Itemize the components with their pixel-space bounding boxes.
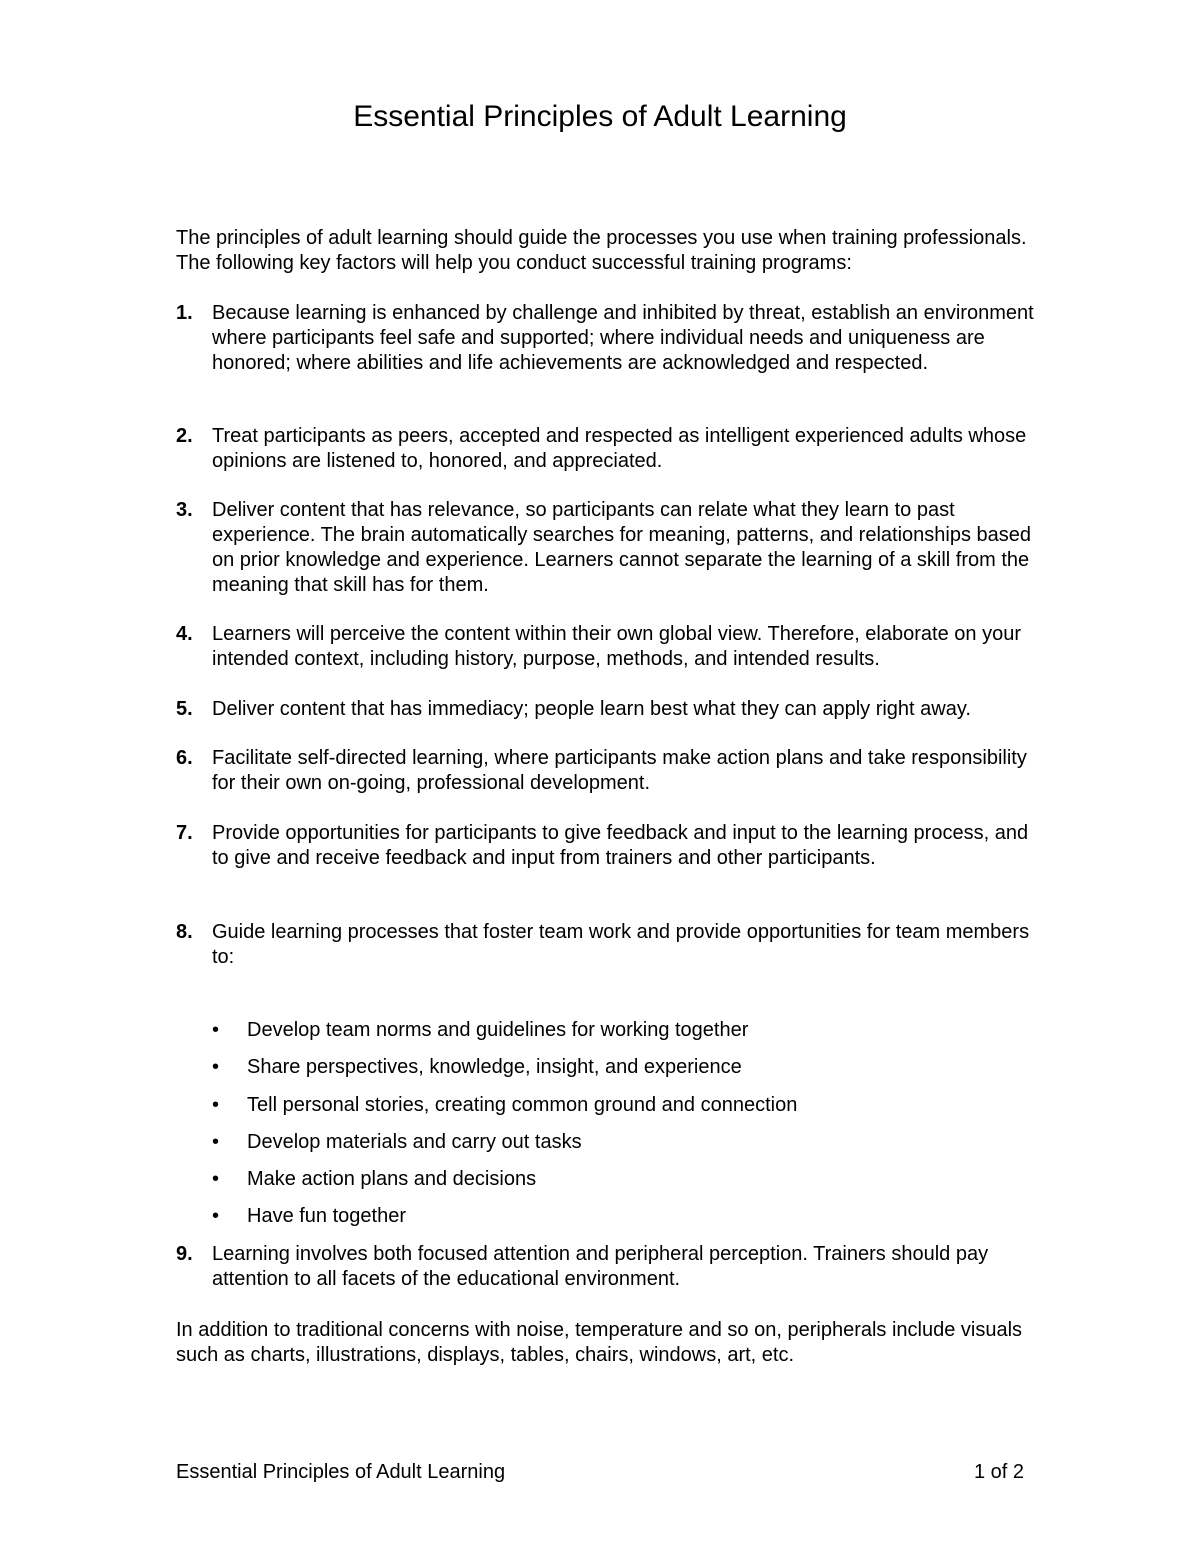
bullet-text: Share perspectives, knowledge, insight, and experience xyxy=(247,1056,742,1078)
team-bullet-item xyxy=(212,1167,1032,1192)
team-bullet-item xyxy=(212,1130,1032,1155)
page-number: 1 of 2 xyxy=(973,1461,1024,1483)
footer-title: Essential Principles of Adult Learning xyxy=(176,1461,506,1483)
bullet-icon: • xyxy=(212,1205,220,1227)
bullet-icon: • xyxy=(212,1168,220,1190)
principle-item-2 xyxy=(176,424,1036,474)
bullet-text: Develop materials and carry out tasks xyxy=(247,1131,582,1153)
item-text: Deliver content that has relevance, so participants can relate what they learn to past experience. The brain automatically searches for meaning, patterns, and relationships based on prior knowledge and experience. Learners cannot separate the learning of a skill from the meaning that skill has for them. xyxy=(212,499,1031,596)
closing-paragraph: In addition to traditional concerns with noise, temperature and so on, peripherals include visuals such as charts, illustrations, displays, tables, chairs, windows, art, etc. xyxy=(176,1319,1023,1366)
team-bullet-item xyxy=(212,1055,1032,1080)
principle-item-3 xyxy=(176,498,1036,598)
item-number: 7. xyxy=(176,822,193,844)
item-number: 6. xyxy=(176,747,193,769)
item-text: Facilitate self-directed learning, where participants make action plans and take responsibility for their own on-going, professional development. xyxy=(212,747,1027,794)
bullet-icon: • xyxy=(212,1019,220,1041)
item-text: Provide opportunities for participants to give feedback and input to the learning process, and to give and receive feedback and input from trainers and other participants. xyxy=(212,822,1029,869)
item-text: Learners will perceive the content within their own global view. Therefore, elaborate on your intended context, including history, purpose, methods, and intended results. xyxy=(212,623,1021,670)
item-number: 1. xyxy=(176,302,193,324)
team-bullet-item xyxy=(212,1018,1032,1043)
bullet-text: Have fun together xyxy=(247,1205,406,1227)
bullet-icon: • xyxy=(212,1094,220,1116)
principle-item-6 xyxy=(176,746,1036,796)
item-text: Treat participants as peers, accepted and respected as intelligent experienced adults whose opinions are listened to, honored, and appreciated. xyxy=(212,425,1027,472)
principle-item-7 xyxy=(176,821,1036,871)
principle-item-8 xyxy=(176,920,1036,970)
item-number: 8. xyxy=(176,921,193,943)
item-number: 2. xyxy=(176,425,193,447)
document-title: Essential Principles of Adult Learning xyxy=(353,100,847,133)
item-number: 9. xyxy=(176,1243,193,1265)
item-number: 3. xyxy=(176,499,193,521)
item-number: 4. xyxy=(176,623,193,645)
item-text: Guide learning processes that foster team work and provide opportunities for team members to: xyxy=(212,921,1030,968)
bullet-icon: • xyxy=(212,1131,220,1153)
item-text: Because learning is enhanced by challenge and inhibited by threat, establish an environment where participants feel safe and supported; where individual needs and uniqueness are honored; where abilities and life achievements are acknowledged and respected. xyxy=(212,302,1034,374)
bullet-text: Develop team norms and guidelines for working together xyxy=(247,1019,749,1041)
principle-item-9 xyxy=(176,1242,1036,1292)
principle-item-5 xyxy=(176,697,1036,722)
principle-item-4 xyxy=(176,622,1036,672)
team-bullet-item xyxy=(212,1204,1032,1229)
item-text: Learning involves both focused attention and peripheral perception. Trainers should pay attention to all facets of the educational environment. xyxy=(212,1243,989,1290)
team-bullet-item xyxy=(212,1093,1032,1118)
bullet-icon: • xyxy=(212,1056,220,1078)
bullet-text: Make action plans and decisions xyxy=(247,1168,537,1190)
item-text: Deliver content that has immediacy; people learn best what they can apply right away. xyxy=(212,698,971,720)
principle-item-1 xyxy=(176,301,1036,376)
bullet-text: Tell personal stories, creating common ground and connection xyxy=(247,1094,798,1116)
item-number: 5. xyxy=(176,698,193,720)
intro-paragraph: The principles of adult learning should guide the processes you use when training professionals. The following key factors will help you conduct successful training programs: xyxy=(176,227,1027,274)
